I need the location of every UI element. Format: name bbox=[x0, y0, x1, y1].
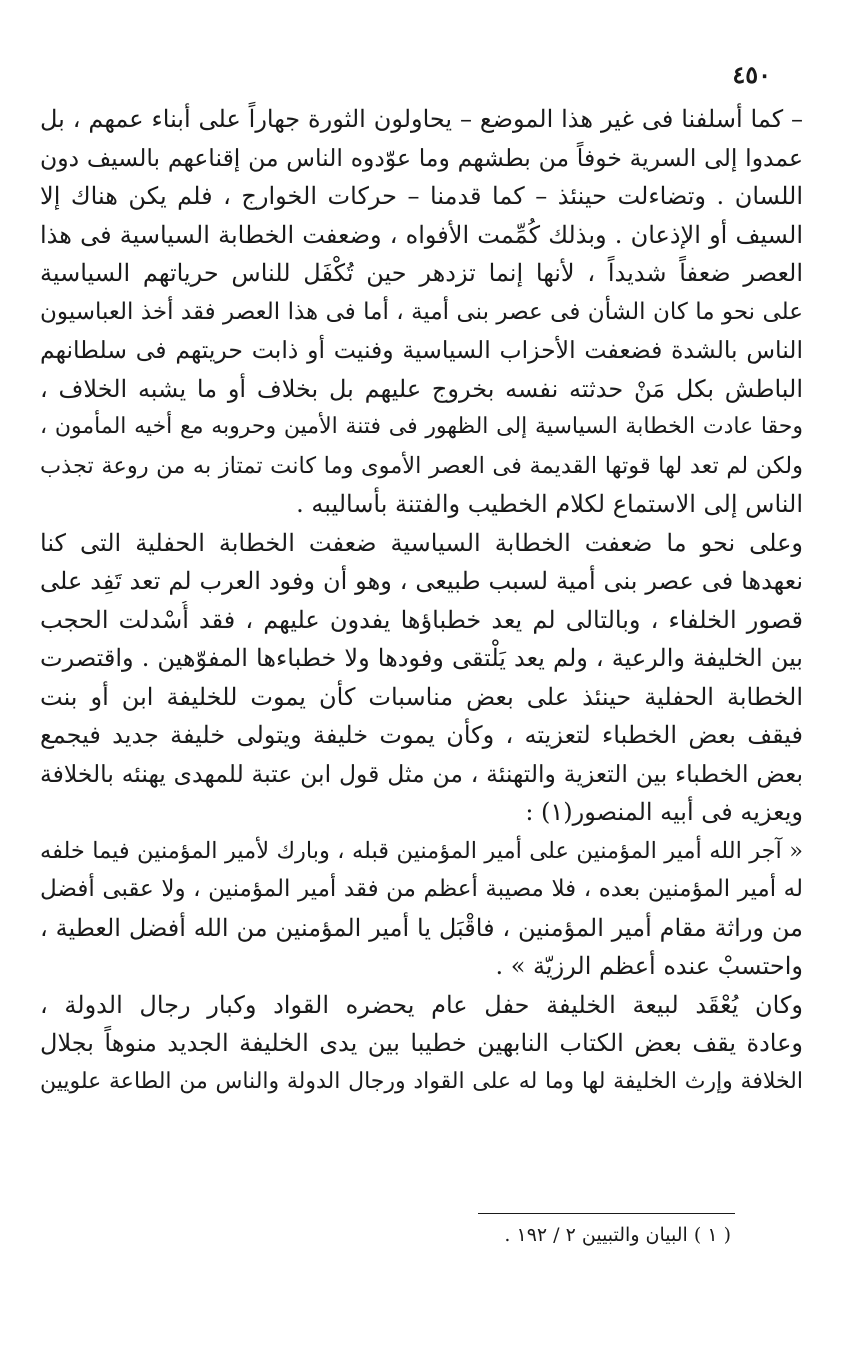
text-line: وعادة يقف بعض الكتاب النابهين خطيبا بين يدى الخليفة الجديد منوهاً بجلال bbox=[40, 1029, 803, 1057]
text-line: الناس إلى الاستماع لكلام الخطيب والفتنة بأساليبه . bbox=[296, 490, 803, 518]
text-line: بعض الخطباء بين التعزية والتهنئة ، من مثل قول ابن عتبة للمهدى يهنئه بالخلافة bbox=[40, 759, 803, 788]
text-line: وكان يُعْقَد لبيعة الخليفة حفل عام يحضره القواد وكبار رجال الدولة ، bbox=[40, 990, 803, 1019]
text-line: وحقا عادت الخطابة السياسية إلى الظهور فى فتنة الأمين وحروبه مع أخيه المأمون ، bbox=[40, 414, 803, 439]
text-line: الخطابة الحفلية حينئذ على بعض مناسبات كأن يموت للخليفة ابن أو بنت bbox=[40, 682, 803, 711]
text-line: السيف أو الإذعان . وبذلك كُمِّمت الأفواه ، وضعفت الخطابة السياسية فى هذا bbox=[40, 220, 803, 249]
text-line: العصر ضعفاً شديداً ، لأنها إنما تزدهر حين تُكْفَل للناس حرياتهم السياسية bbox=[40, 259, 803, 287]
footnote: ( ١ ) البيان والتبيين ٢ / ١٩٢ . bbox=[504, 1224, 731, 1246]
text-line: بين الخليفة والرعية ، ولم يعد يَلْتقى وفودها ولا خطباءها المفوّهين . واقتصرت bbox=[40, 644, 803, 672]
text-line: اللسان . وتضاءلت حينئذ – كما قدمنا – حركات الخوارج ، فلم يكن هناك إلا bbox=[40, 182, 803, 210]
text-line: نعهدها فى عصر بنى أمية لسبب طبيعى ، وهو أن وفود العرب لم تعد تَفِد على bbox=[40, 567, 803, 595]
text-line: « آجر الله أمير المؤمنين على أمير المؤمنين قبله ، وبارك لأمير المؤمنين فيما خلفه bbox=[40, 837, 803, 864]
text-line: – كما أسلفنا فى غير هذا الموضع – يحاولون الثورة جهاراً على أبناء عمهم ، بل bbox=[40, 105, 803, 133]
text-line: من وراثة مقام أمير المؤمنين ، فاقْبَل يا أمير المؤمنين من الله أفضل العطية ، bbox=[40, 913, 803, 942]
text-line: ولكن لم تعد لها قوتها القديمة فى العصر الأموى وما كانت تمتاز به من روعة تجذب bbox=[40, 452, 803, 479]
text-line: ويعزيه فى أبيه المنصور(١) : bbox=[525, 798, 803, 826]
text-line: واحتسبْ عنده أعظم الرزيّة » . bbox=[495, 952, 803, 980]
text-line: قصور الخلفاء ، وبالتالى لم يعد خطباؤها يفدون عليهم ، فقد أُسْدلت الحجب bbox=[40, 605, 803, 634]
footnote-divider bbox=[478, 1213, 735, 1214]
text-line: الباطش بكل مَنْ حدثته نفسه بخروج عليهم بل بخلاف أو ما يشبه الخلاف ، bbox=[40, 374, 803, 403]
page-number: ٤٥٠ bbox=[732, 60, 771, 89]
text-line: الخلافة وإرث الخليفة لها وما له على القواد ورجال الدولة والناس من الطاعة علويين bbox=[40, 1068, 803, 1094]
text-line: فيقف بعض الخطباء لتعزيته ، وكأن يموت خليفة ويتولى خليفة جديد فيجمع bbox=[40, 721, 803, 749]
text-line: وعلى نحو ما ضعفت الخطابة السياسية ضعفت الخطابة الحفلية التى كنا bbox=[40, 528, 803, 557]
body-text bbox=[40, 100, 803, 1101]
text-line: على نحو ما كان الشأن فى عصر بنى أمية ، أما فى هذا العصر فقد أخذ العباسيون bbox=[40, 298, 803, 325]
text-line: الناس بالشدة فضعفت الأحزاب السياسية وفنيت أو ذابت حريتهم فى سلطانهم bbox=[40, 336, 803, 364]
text-line: له أمير المؤمنين بعده ، فلا مصيبة أعظم من فقد أمير المؤمنين ، ولا عقبى أفضل bbox=[40, 876, 803, 902]
text-line: عمدوا إلى السرية خوفاً من بطشهم وما عوّدوه الناس من إقناعهم بالسيف دون bbox=[40, 143, 803, 172]
